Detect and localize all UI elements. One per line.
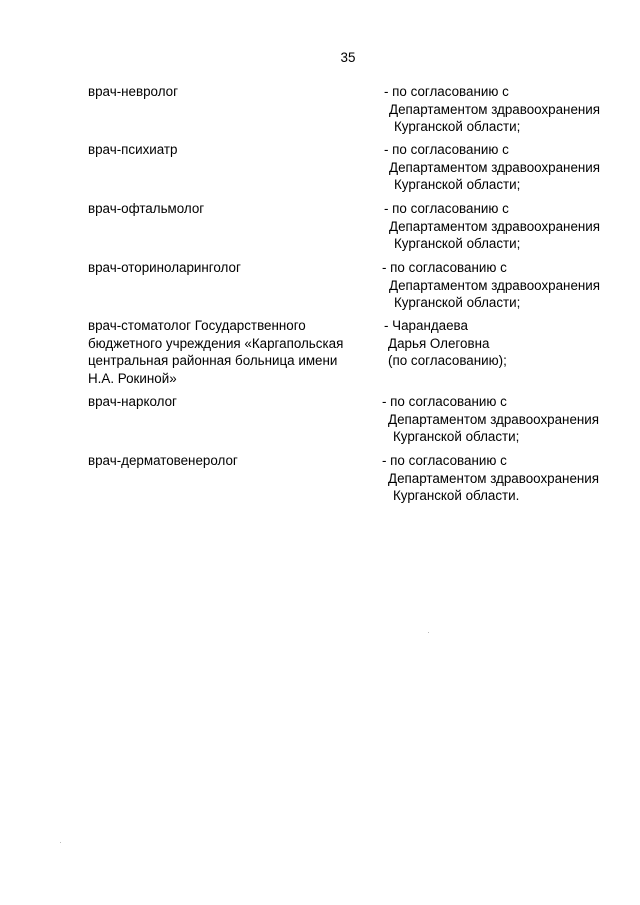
approval-note	[384, 200, 634, 253]
role-line: врач-офтальмолог	[88, 201, 205, 216]
approval-note	[382, 259, 632, 312]
role-line: врач-оториноларинголог	[88, 260, 241, 275]
note-line: Курганской области;	[393, 429, 520, 444]
approval-note	[382, 452, 632, 505]
role-line: врач-стоматолог Государственного	[88, 318, 306, 333]
note-line: Департаментом здравоохранения	[389, 218, 601, 234]
note-line: Департаментом здравоохранения	[388, 411, 600, 427]
note-line: - по согласованию с	[382, 453, 507, 468]
role-label	[88, 317, 368, 387]
approval-note	[384, 141, 634, 194]
note-line: - по согласованию с	[382, 260, 507, 275]
role-label	[88, 141, 368, 159]
approval-note	[384, 317, 634, 370]
note-line: Департаментом здравоохранения	[389, 159, 601, 175]
role-line: врач-нарколог	[88, 394, 177, 409]
role-line: бюджетного учреждения «Каргапольская	[88, 335, 344, 351]
role-label	[88, 452, 368, 470]
note-line: Курганской области;	[394, 177, 521, 192]
role-line: врач-психиатр	[88, 142, 178, 157]
role-label	[88, 259, 368, 277]
note-line: - по согласованию с	[382, 394, 507, 409]
role-line: врач-невролог	[88, 84, 179, 99]
note-line: - Чарандаева	[384, 318, 468, 333]
scan-speck	[60, 842, 61, 843]
note-line: Дарья Олеговна	[388, 335, 490, 351]
approval-note	[382, 393, 632, 446]
note-line: Курганской области;	[394, 295, 521, 310]
note-line: - по согласованию с	[384, 142, 509, 157]
note-line: Департаментом здравоохранения	[388, 470, 600, 486]
role-label	[88, 83, 368, 101]
approval-note	[384, 83, 634, 136]
note-line: Департаментом здравоохранения	[389, 101, 601, 117]
scan-speck	[428, 632, 429, 633]
role-line: Н.А. Рокиной»	[88, 370, 177, 386]
role-line: врач-дерматовенеролог	[88, 453, 238, 468]
note-line: Курганской области.	[393, 488, 520, 503]
note-line: (по согласованию);	[388, 353, 507, 368]
note-line: - по согласованию с	[384, 201, 509, 216]
note-line: Департаментом здравоохранения	[389, 277, 601, 293]
page-number: 35	[340, 50, 356, 65]
note-line: Курганской области;	[394, 119, 521, 134]
role-line: центральная районная больница имени	[88, 353, 338, 368]
note-line: Курганской области;	[394, 236, 521, 251]
note-line: - по согласованию с	[384, 84, 509, 99]
role-label	[88, 393, 368, 411]
role-label	[88, 200, 368, 218]
